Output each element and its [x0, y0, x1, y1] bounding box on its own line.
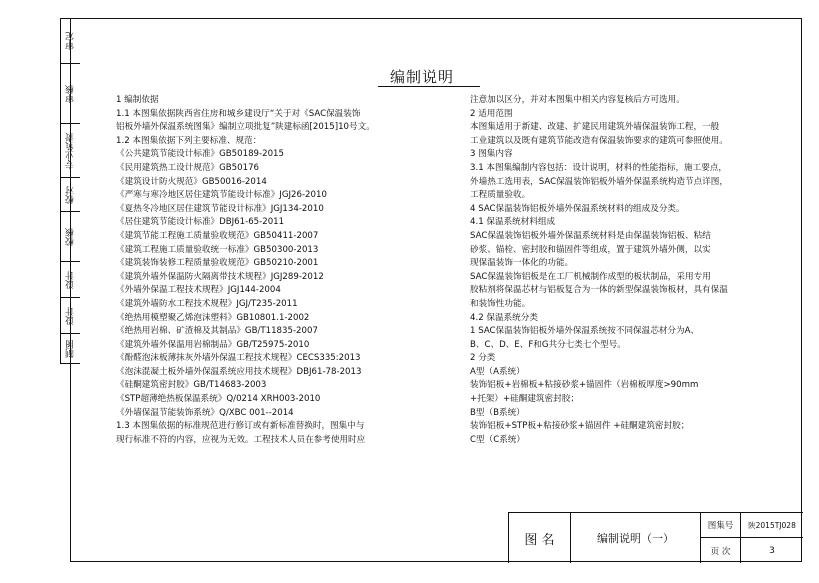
text-line: 工业建筑以及既有建筑节能改造有保温装饰要求的建筑可参照使用。	[470, 135, 728, 146]
text-line: 2 适用范围	[470, 108, 513, 119]
drawing-name: 编制说明（一）	[571, 513, 701, 563]
atlas-number: 陕2015TJ028	[741, 513, 803, 538]
text-line: A型（A系统）	[470, 366, 525, 377]
text-line: 《外墙外保温工程技术规程》JGJ144-2004	[116, 285, 281, 296]
text-line: 《建筑设计防火规范》GB50016-2014	[116, 176, 267, 187]
text-line: 《民用建筑热工设计规范》GB50176	[116, 162, 260, 173]
approval-sidebar	[60, 18, 80, 364]
text-line: 3.1 本图集编制内容包括：设计说明，材料的性能指标，施工要点，	[470, 162, 728, 173]
text-line: 4.2 保温系统分类	[470, 312, 538, 323]
drawing-name-label: 图 名	[509, 513, 571, 563]
approval-cell	[60, 64, 80, 124]
text-line: SAC保温装饰铝板是在工厂机械制作成型的板状制品，采用专用	[470, 271, 711, 282]
text-line: 4.1 保温系统材料组成	[470, 217, 556, 228]
text-line: 1 SAC保温装饰铝板外墙外保温系统按不同保温芯材分为A、	[470, 326, 700, 337]
approval-label: 审定	[65, 32, 76, 50]
approval-label: 制图	[65, 339, 76, 358]
approval-label: 校对	[65, 185, 76, 204]
title-underline	[378, 86, 480, 87]
text-line: 本图集适用于新建、改建、扩建民用建筑外墙保温装饰工程，一般	[470, 122, 720, 133]
text-line: 工程质量验收。	[470, 190, 531, 201]
text-line: 装饰铝板+STP板+粘接砂浆+锚固件 +硅酮建筑密封胶；	[470, 421, 690, 432]
page-title: 编制说明	[390, 68, 455, 86]
text-line: 胶粘剂将保温芯材与铝板复合为一体的新型保温装饰板材，具有保温	[470, 285, 728, 296]
text-line: 《泡沫混凝土板外墙外保温系统应用技术规程》DBJ61-78-2013	[116, 366, 362, 377]
text-line: 1.1 本图集依据陕西省住房和城乡建设厅“关于对《SAC保温装饰	[116, 108, 361, 119]
approval-label: 专业负责	[65, 132, 76, 169]
text-line: 《建筑装饰装修工程质量验收规范》GB50210-2001	[116, 258, 319, 269]
approval-cell	[60, 212, 80, 262]
approval-cell	[60, 334, 80, 364]
text-line: 现保温装饰一体化的功能。	[470, 258, 574, 269]
text-line: 注意加以区分，并对本图集中相关内容复核后方可选用。	[470, 95, 685, 105]
text-line: 《绝热用模塑聚乙烯泡沫塑料》GB10801.1-2002	[116, 312, 310, 323]
text-line: 1 编制依据	[116, 95, 159, 105]
text-line: 《STP超薄绝热板保温系统》Q/0214 XRH003-2010	[116, 394, 321, 405]
text-line: 《硅酮建筑密封胶》GB/T14683-2003	[116, 380, 267, 391]
approval-label: 设计	[65, 270, 76, 289]
approval-label: 审核	[65, 84, 76, 103]
text-line: 《建筑外墙外保温用岩棉制品》GB/T25975-2010	[116, 339, 310, 350]
left-text-column	[116, 94, 375, 447]
text-line: 和装饰性功能。	[470, 298, 531, 309]
approval-cell	[60, 124, 80, 178]
text-line: 《公共建筑节能设计标准》GB50189-2015	[116, 149, 284, 160]
text-line: 1.3 本图集依据的标准规范进行修订或有新标准替换时，图集中与	[116, 421, 365, 432]
text-line: 《建筑工程施工质量验收统一标准》GB50300-2013	[116, 244, 319, 255]
text-line: 《酚醛泡沫板薄抹灰外墙外保温工程技术规程》CECS335:2013	[116, 353, 361, 364]
text-line: 《居住建筑节能设计标准》DBJ61-65-2011	[116, 217, 285, 228]
text-line: 《建筑外墙外保温防火隔离带技术规程》JGJ289-2012	[116, 271, 324, 282]
text-line: 1.2 本图集依据下列主要标准、规范：	[116, 135, 262, 146]
text-line: B、C、D、E、F和G共分七类七个型号。	[470, 339, 626, 350]
text-line: C型（C系统）	[470, 434, 525, 445]
atlas-number-label: 图集号	[701, 513, 741, 538]
text-line: 4 SAC保温装饰铝板外墙外保温系统材料的组成及分类。	[470, 203, 685, 214]
approval-cell	[60, 298, 80, 334]
title-block	[508, 512, 803, 563]
approval-label: 校核	[65, 227, 76, 246]
sidebar-border	[60, 18, 61, 364]
approval-cell	[60, 18, 80, 64]
text-line: 3 图集内容	[470, 149, 513, 160]
text-line: 2 分类	[470, 353, 496, 364]
right-text-column	[470, 94, 728, 447]
text-line: 《夏热冬冷地区居住建筑节能设计标准》JGJ134-2010	[116, 203, 324, 214]
text-line: 《严寒与寒冷地区居住建筑节能设计标准》JGJ26-2010	[116, 190, 327, 201]
page-number: 3	[769, 545, 775, 556]
text-line: 《建筑节能工程施工质量验收规范》GB50411-2007	[116, 230, 319, 241]
text-line: 外墙热工选用表，SAC保温装饰铝板外墙外保温系统构造节点详图，	[470, 176, 728, 187]
approval-cell	[60, 178, 80, 212]
page-number-label: 页 次	[701, 538, 741, 563]
text-line: 砂浆、锚栓、密封胶和锚固件等组成，置于建筑外墙外侧，以实	[470, 244, 711, 255]
text-line: 铝板外墙外保温系统图集》编制立项批复”陕建标函[2015]10号文。	[116, 122, 375, 133]
approval-label: 设计	[65, 306, 76, 325]
text-line: SAC保温装饰铝板外墙外保温系统材料是由保温装饰铝板、粘结	[470, 230, 711, 241]
text-line: +托架）+硅酮建筑密封胶；	[470, 394, 579, 405]
text-line: 《外墙保温节能装饰系统》Q/XBC 001--2014	[116, 407, 294, 418]
text-line: 《绝热用岩棉、矿渣棉及其制品》GB/T11835-2007	[116, 326, 318, 337]
text-line: B型（B系统）	[470, 407, 525, 418]
text-line: 装饰铝板+岩棉板+粘接砂浆+锚固件（岩棉板厚度>90mm	[470, 380, 699, 391]
text-line: 现行标准不符的内容，应视为无效。工程技术人员在参考使用时应	[116, 434, 366, 445]
approval-cell	[60, 262, 80, 298]
text-line: 《建筑外墙防水工程技术规程》JGJ/T235-2011	[116, 298, 298, 309]
